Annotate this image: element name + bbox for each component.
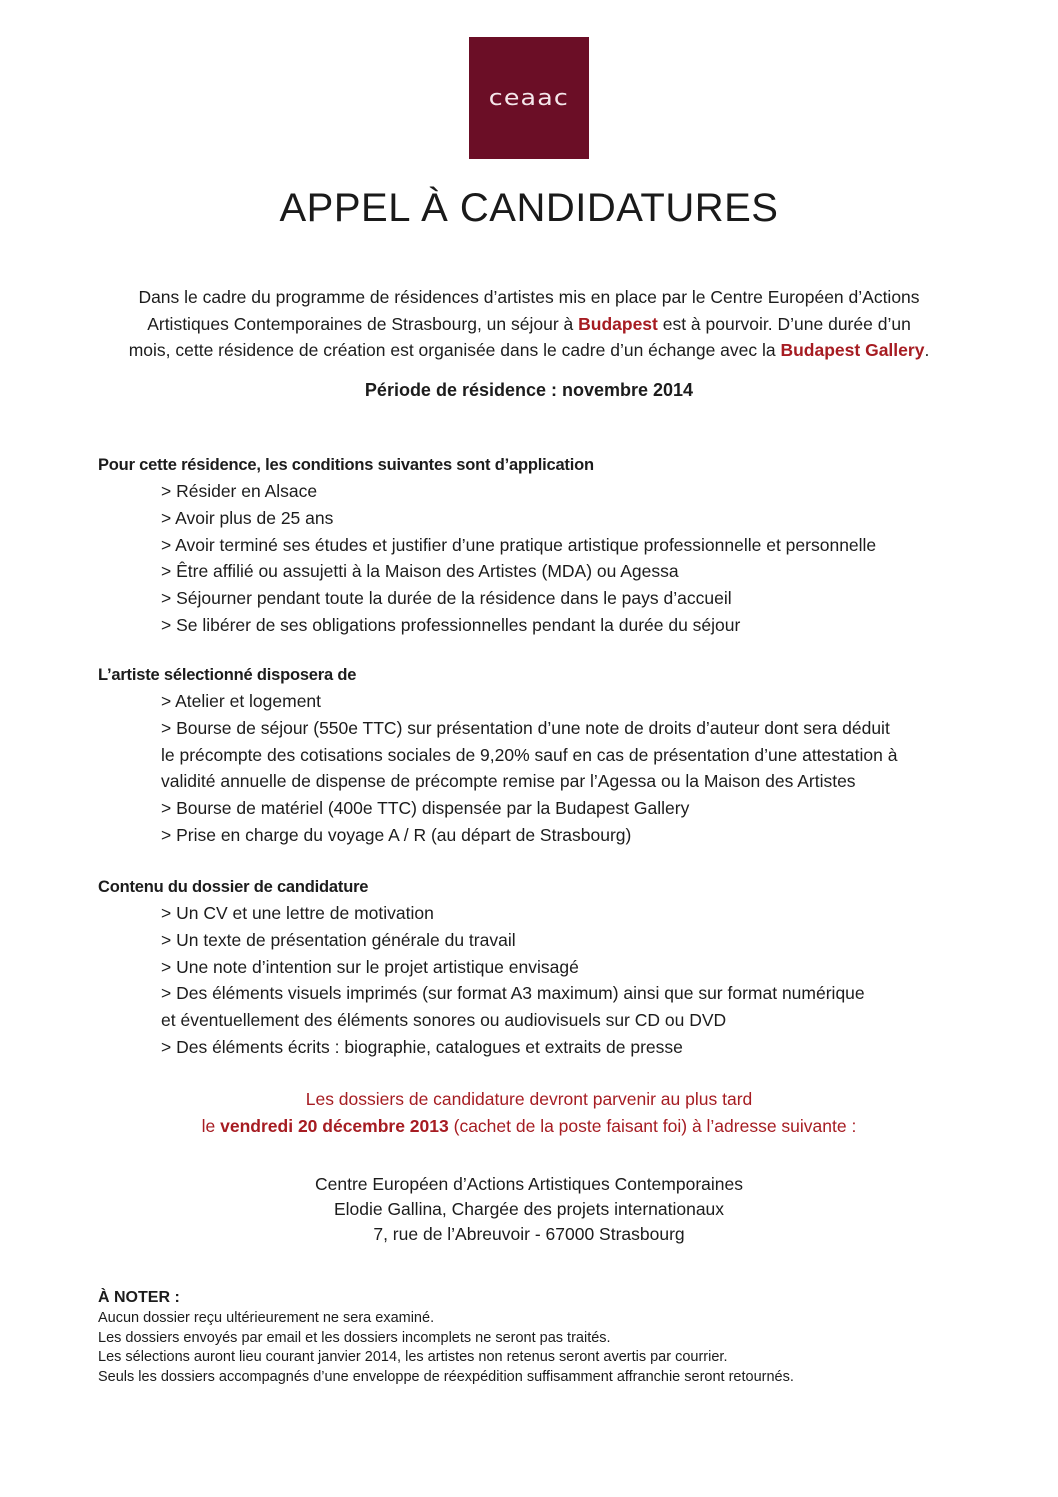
list-item: > Bourse de séjour (550e TTC) sur présentation d’une note de droits d’auteur dont sera déduit <box>161 717 890 738</box>
list-item: le précompte des cotisations sociales de 9,20% sauf en cas de présentation d’une attestation à <box>161 744 898 765</box>
list-item: > Un CV et une lettre de motivation <box>161 903 434 923</box>
dossier-heading: Contenu du dossier de candidature <box>98 878 369 896</box>
residence-period: Période de résidence : novembre 2014 <box>364 380 694 400</box>
list-item: > Avoir plus de 25 ans <box>161 507 334 528</box>
list-item: > Avoir terminé ses études et justifier d’une pratique artistique professionnelle et personnelle <box>161 534 877 555</box>
list-item: > Prise en charge du voyage A / R (au départ de Strasbourg) <box>161 824 632 845</box>
list-item: > Être affilié ou assujetti à la Maison des Artistes (MDA) ou Agessa <box>161 561 679 582</box>
list-item: et éventuellement des éléments sonores ou audiovisuels sur CD ou DVD <box>161 1010 727 1031</box>
highlight-budapest: Budapest <box>578 313 658 334</box>
notes-heading: À NOTER : <box>98 1289 180 1306</box>
dossier-section <box>98 874 978 1061</box>
intro-text: est à pourvoir. D’une durée d’un <box>657 313 911 334</box>
conditions-section <box>98 452 978 639</box>
intro-line-1: Dans le cadre du programme de résidences d’artistes mis en place par le Centre Européen d’Actions <box>138 287 920 307</box>
address-line-1: Centre Européen d’Actions Artistiques Contemporaines <box>314 1174 743 1194</box>
list-item: > Bourse de matériel (400e TTC) dispensée par la Budapest Gallery <box>161 798 690 819</box>
intro-text: mois, cette résidence de création est organisée dans le cadre d’un échange avec la <box>128 340 781 360</box>
list-item: > Des éléments visuels imprimés (sur format A3 maximum) ainsi que sur format numérique <box>161 983 865 1004</box>
list-item: > Des éléments écrits : biographie, catalogues et extraits de presse <box>161 1036 683 1057</box>
list-item: > Atelier et logement <box>161 691 322 711</box>
list-item: > Séjourner pendant toute la durée de la résidence dans le pays d’accueil <box>161 588 732 609</box>
note-item: Seuls les dossiers accompagnés d’une enveloppe de réexpédition suffisamment affranchie seront retournés. <box>98 1368 794 1385</box>
address-line-2: Elodie Gallina, Chargée des projets internationaux <box>333 1199 725 1219</box>
notes-section <box>98 1287 978 1387</box>
logo-text: ceaac <box>488 85 570 111</box>
highlight-budapest-gallery: Budapest Gallery <box>780 340 925 360</box>
intro-line-2 <box>90 311 968 338</box>
deadline-text: le <box>201 1116 221 1136</box>
deadline-line-1: Les dossiers de candidature devront parvenir au plus tard <box>305 1089 753 1109</box>
list-item: > Une note d’intention sur le projet artistique envisagé <box>161 956 579 977</box>
postal-address <box>0 1172 1058 1247</box>
note-item: Aucun dossier reçu ultérieurement ne sera examiné. <box>98 1310 435 1326</box>
intro-paragraph <box>90 284 968 364</box>
page-title: APPEL À CANDIDATURES <box>279 186 779 230</box>
list-item: > Résider en Alsace <box>161 481 318 501</box>
note-item: Les dossiers envoyés par email et les dossiers incomplets ne seront pas traités. <box>98 1329 611 1346</box>
benefits-heading: L’artiste sélectionné disposera de <box>98 666 357 684</box>
list-item: validité annuelle de dispense de précompte remise par l’Agessa ou la Maison des Artistes <box>161 771 856 792</box>
deadline-date: vendredi 20 décembre 2013 <box>220 1116 449 1136</box>
deadline-text: (cachet de la poste faisant foi) à l’adresse suivante : <box>448 1116 857 1136</box>
intro-text: . <box>924 340 930 360</box>
note-item: Les sélections auront lieu courant janvier 2014, les artistes non retenus seront avertis par courrier. <box>98 1349 728 1365</box>
ceaac-logo <box>469 37 589 159</box>
intro-text: Artistiques Contemporaines de Strasbourg, un séjour à <box>147 313 579 334</box>
address-line-3: 7, rue de l’Abreuvoir - 67000 Strasbourg <box>373 1224 685 1244</box>
deadline-notice <box>0 1086 1058 1140</box>
list-item: > Un texte de présentation générale du travail <box>161 929 516 950</box>
intro-line-3 <box>90 337 968 364</box>
benefits-section <box>98 662 978 849</box>
list-item: > Se libérer de ses obligations professionnelles pendant la durée du séjour <box>161 614 741 635</box>
conditions-heading: Pour cette résidence, les conditions suivantes sont d’application <box>98 456 594 474</box>
deadline-line-2 <box>0 1113 1058 1140</box>
